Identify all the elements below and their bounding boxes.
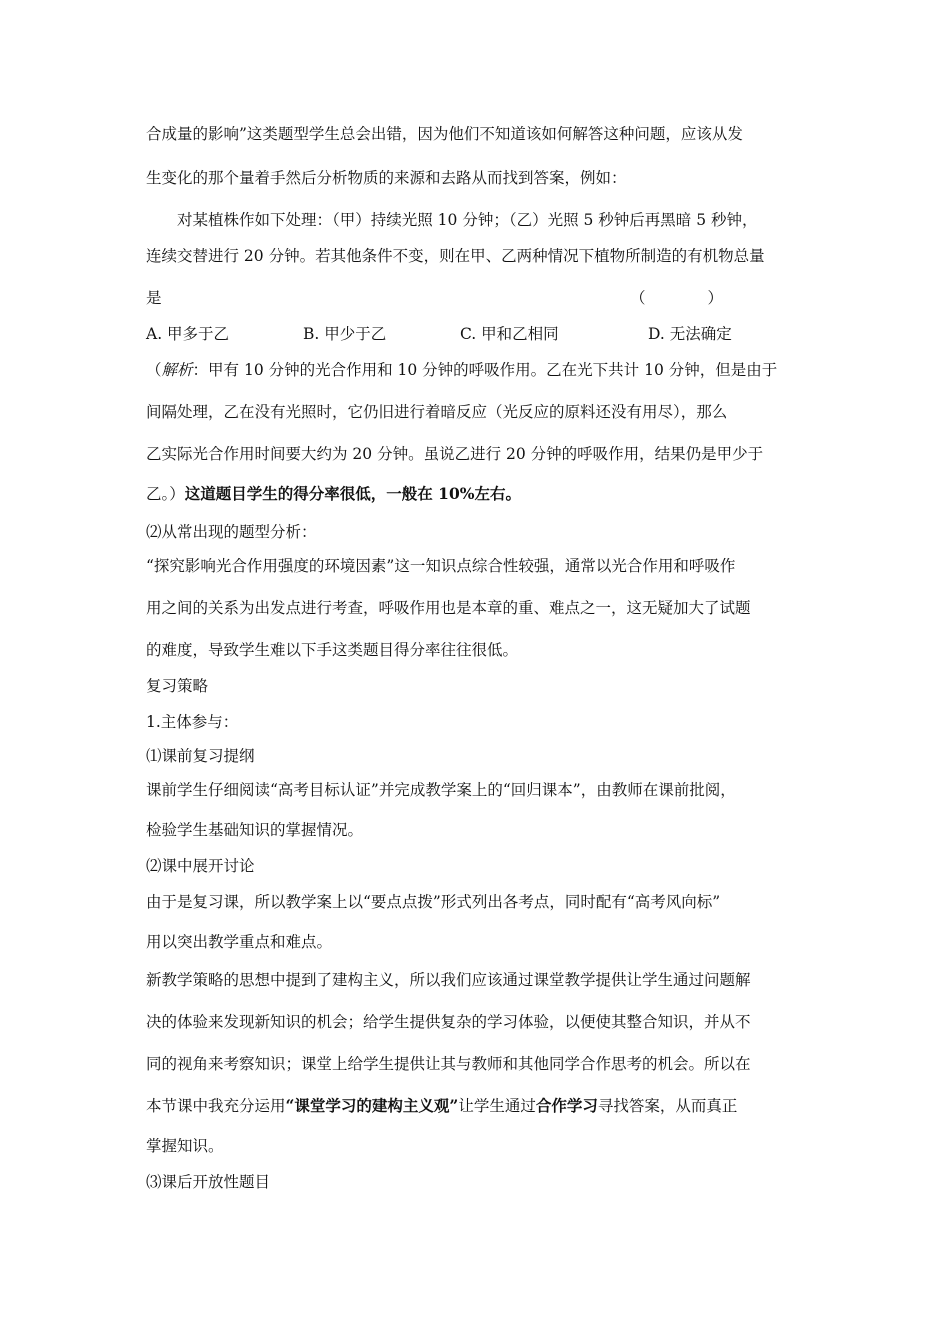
analysis-label: 解析 <box>161 361 193 379</box>
option-a: A. 甲多于乙 <box>146 325 230 343</box>
section-heading: 复习策略 <box>146 677 209 695</box>
paragraph-line: 掌握知识。 <box>146 1137 224 1155</box>
section-heading: ⑴课前复习提纲 <box>146 747 255 765</box>
paragraph-line: 由于是复习课，所以教学案上以“要点点拨”形式列出各考点，同时配有“高考风向标” <box>146 893 721 911</box>
option-d: D. 无法确定 <box>648 325 732 343</box>
paragraph-line: 新教学策略的思想中提到了建构主义，所以我们应该通过课堂教学提供让学生通过问题解 <box>146 971 751 989</box>
paragraph-line: 课前学生仔细阅读“高考目标认证”并完成教学案上的“回归课本”，由教师在课前批阅， <box>146 781 736 799</box>
analysis-text: ：甲有 10 分钟的光合作用和 10 分钟的呼吸作用。乙在光下共计 10 分钟，但是由于 <box>192 361 778 379</box>
section-heading: 1.主体参与： <box>146 713 239 731</box>
option-c: C. 甲和乙相同 <box>460 325 559 343</box>
text-run: 本节课中我充分运用 <box>146 1097 286 1115</box>
analysis-line: 间隔处理，乙在没有光照时，它仍旧进行着暗反应（光反应的原料还没有用尽），那么 <box>146 403 728 421</box>
paragraph-line: 用以突出教学重点和难点。 <box>146 933 333 951</box>
question-stem-end: 是 <box>146 289 162 307</box>
constructivism-emphasis: “课堂学习的建构主义观” <box>285 1096 459 1115</box>
answer-blank: （ ） <box>630 289 724 307</box>
paragraph-line: 决的体验来发现新知识的机会；给学生提供复杂的学习体验，以便使其整合知识，并从不 <box>146 1013 751 1031</box>
question-stem-line: 连续交替进行 20 分钟。若其他条件不变，则在甲、乙两种情况下植物所制造的有机物总量 <box>146 247 765 265</box>
paragraph-line: “探究影响光合作用强度的环境因素”这一知识点综合性较强，通常以光合作用和呼吸作 <box>146 557 736 575</box>
text-run: 寻找答案，从而真正 <box>597 1097 738 1115</box>
question-stem-line: 对某植株作如下处理：（甲）持续光照 10 分钟；（乙）光照 5 秒钟后再黑暗 5 秒钟， <box>177 211 758 229</box>
paragraph-line: 检验学生基础知识的掌握情况。 <box>146 821 364 839</box>
section-heading: ⑶课后开放性题目 <box>146 1173 271 1191</box>
paragraph-line: 合成量的影响”这类题型学生总会出错，因为他们不知道该如何解答这种问题，应该从发 <box>146 125 743 143</box>
paragraph-line: 同的视角来考察知识；课堂上给学生提供让其与教师和其他同学合作思考的机会。所以在 <box>146 1055 751 1073</box>
analysis-line <box>146 483 521 505</box>
section-heading: ⑵从常出现的题型分析： <box>146 523 317 541</box>
option-b: B. 甲少于乙 <box>303 325 387 343</box>
paragraph-line <box>146 1095 737 1117</box>
analysis-open-paren: （ <box>146 361 162 379</box>
analysis-end: 乙。） <box>146 485 185 503</box>
text-run: 让学生通过 <box>458 1097 536 1115</box>
paragraph-line: 用之间的关系为出发点进行考查，呼吸作用也是本章的重、难点之一，这无疑加大了试题 <box>146 599 751 617</box>
cooperative-learning-emphasis: 合作学习 <box>535 1096 598 1115</box>
score-rate-note: 这道题目学生的得分率很低，一般在 10%左右。 <box>184 484 521 503</box>
paragraph-line: 的难度，导致学生难以下手这类题目得分率往往很低。 <box>146 641 519 659</box>
analysis-line: 乙实际光合作用时间要大约为 20 分钟。虽说乙进行 20 分钟的呼吸作用，结果仍是甲少于 <box>146 445 764 463</box>
question-stem-line <box>146 287 810 309</box>
analysis-line <box>146 359 777 381</box>
section-heading: ⑵课中展开讨论 <box>146 857 255 875</box>
paragraph-line: 生变化的那个量着手然后分析物质的来源和去路从而找到答案，例如： <box>146 169 627 187</box>
